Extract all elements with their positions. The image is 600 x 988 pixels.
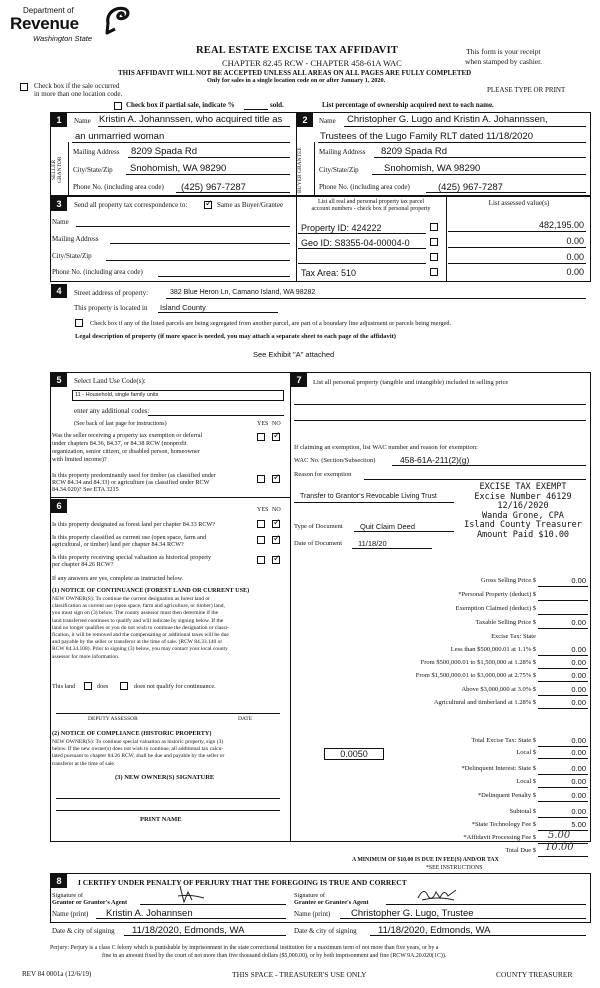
q-historic: Is this property receiving special valuation as historical property per chapter 84.26 RCW? (52, 554, 212, 568)
deputy-assessor-label: DEPUTY ASSESSOR (88, 716, 138, 722)
sold-label: sold. (270, 101, 284, 109)
wac-number[interactable]: 458-61A-211(2)(g) (400, 455, 470, 465)
personal-property-label: List all personal property (tangible and intangible) included in selling price (313, 379, 509, 386)
parcel-value-2[interactable]: 0.00 (566, 236, 584, 246)
notice-continuance-title: (1) NOTICE OF CONTINUANCE (FOREST LAND OR CURRENT USE) (52, 587, 250, 594)
seller-name-label: Name (74, 117, 91, 125)
tax-row-value[interactable]: 0.00 (571, 685, 586, 694)
corr-name-label: Name (52, 218, 69, 226)
buyer-mailing-label: Mailing Address (319, 148, 366, 156)
type-or-print: PLEASE TYPE OR PRINT (487, 86, 566, 94)
seller-name-2[interactable]: an unmarried woman (75, 131, 165, 142)
buyer-name-label: Name (319, 117, 336, 125)
tax-row-label: Excise Tax: State (491, 633, 536, 640)
does-not-checkbox[interactable] (120, 682, 128, 690)
tax-row-value[interactable]: 0.00 (571, 736, 586, 745)
current-use-yes-checkbox[interactable] (257, 536, 265, 544)
corr-city-label: City/State/Zip (52, 252, 92, 260)
section-1-badge: 1 (51, 113, 67, 127)
parcel-id-4[interactable]: Tax Area: 510 (301, 268, 357, 278)
tax-row-label: *Affidavit Processing Fee $ (463, 834, 536, 841)
tax-row-label: Less than $500,000.01 at 1.1% $ (450, 646, 536, 653)
located-county[interactable]: Island County (160, 303, 206, 312)
grantor-name[interactable]: Kristin A. Johannsen (106, 908, 193, 919)
form-title: REAL ESTATE EXCISE TAX AFFIDAVIT (196, 45, 399, 56)
tax-row-value[interactable]: 0.00 (571, 748, 586, 757)
tax-row-label: Exemption Claimed (deduct) $ (455, 605, 536, 612)
tax-row-value[interactable]: 0.00 (571, 807, 586, 816)
no-header-5: NO (272, 421, 281, 427)
buyer-phone[interactable]: (425) 967-7287 (438, 182, 503, 193)
historic-yes-checkbox[interactable] (257, 556, 265, 564)
parcel-value-3[interactable]: 0.00 (566, 252, 584, 262)
land-use-code: 11 - Household, single family units (75, 392, 159, 398)
form-warning: THIS AFFIDAVIT WILL NOT BE ACCEPTED UNLESS ALL AREAS ON ALL PAGES ARE FULLY COMPLETED (118, 69, 472, 77)
section-3-badge: 3 (51, 197, 67, 211)
buyer-name-2[interactable]: Trustees of the Lugo Family RLT dated 11/18/2020 (320, 131, 533, 142)
perjury-line-2: fine in an amount fixed by the court of not more than five thousand dollars ($5,000.00), or by both imprisonment and fine (RCW 9A.20.020(1C)). (102, 953, 447, 959)
seller-phone[interactable]: (425) 967-7287 (181, 182, 246, 193)
new-owner-signature-title: (3) NEW OWNER(S) SIGNATURE (115, 774, 215, 781)
seller-mailing-label: Mailing Address (73, 148, 120, 156)
partial-sale-label: Check box if partial sale, indicate % (126, 101, 235, 109)
logo-main: Revenue (10, 14, 79, 33)
logo-top: Department of (23, 6, 74, 15)
tax-row-value[interactable]: 5.00 (571, 820, 586, 829)
does-label: does (97, 683, 109, 690)
notice-continuance-text: NEW OWNER(S): To continue the current designation as forest land or classification as current use (open space, farm and agriculture, or timber) land, you must sign on (3) below. The county assessor must then determine if the land transferred continues to qualify and will indicate by signing below. If the land no longer qualifies or you do not wish to continue the designation or classi- fication, it will be removed and the compensating or additional taxes will be due and payable by the seller or transferor at the time of sale. (RCW 84.33.140 or RCW 84.34.108). Prior to signing (3) below, you may contact your local county assessor for more information. (52, 596, 229, 660)
reason-label: Reason for exemption (294, 471, 352, 478)
handwritten-total: 10.00 (545, 842, 574, 853)
revenue-logo-icon (104, 5, 130, 35)
parcel-id-2[interactable]: Geo ID: S8355-04-00004-0 (301, 238, 410, 248)
multi-location-label: Check box if the sale occurred (34, 82, 120, 90)
parcel-value-1[interactable]: 482,195.00 (538, 220, 584, 230)
tax-row-value[interactable]: 0.00 (571, 658, 586, 667)
grantor-date-city[interactable]: 11/18/2020, Edmonds, WA (132, 925, 245, 936)
tax-row-label: *State Technology Fee $ (471, 821, 536, 828)
grantor-date-label: Date & city of signing (52, 927, 115, 935)
form-chapters: CHAPTER 82.45 RCW - CHAPTER 458-61A WAC (222, 58, 402, 68)
tax-row-label: Local $ (516, 778, 536, 785)
yes-header-5: YES (257, 421, 269, 427)
notice-compliance-text: NEW OWNER(S): To continue special valuation as historic property, sign (3) below. If the new owner(s) does not wish to continue, all additional tax calcu- lated pursuant to chapter 84.26 RCW, shall be due and payable by the seller or transferor at the time of sale. (52, 739, 225, 767)
exemption-no-checkbox[interactable] (272, 433, 280, 441)
grantee-signature-label: Signature of Grantee or Grantee's Agent (294, 892, 369, 906)
tax-row-value[interactable]: 0.00 (571, 791, 586, 800)
certify-statement: I CERTIFY UNDER PENALTY OF PERJURY THAT THE FOREGOING IS TRUE AND CORRECT (78, 878, 407, 887)
grantor-name-label: Name (print) (52, 910, 89, 918)
timber-yes-checkbox[interactable] (257, 475, 265, 483)
partial-pct-line (244, 109, 268, 110)
corr-phone-label: Phone No. (including area code) (52, 268, 143, 276)
grantor-signature[interactable] (174, 884, 214, 904)
parcel-value-4[interactable]: 0.00 (566, 267, 584, 277)
same-as-buyer-label: Same as Buyer/Grantee (217, 201, 284, 209)
no-header-6: NO (272, 507, 281, 513)
tax-row-value[interactable]: 0.00 (571, 645, 586, 654)
segregated-checkbox[interactable] (75, 319, 83, 327)
additional-codes-label: enter any additional codes: (74, 407, 150, 415)
multi-location-checkbox[interactable] (20, 83, 28, 91)
parcel-header-2: account numbers - check box if personal property (311, 206, 431, 212)
tax-row-label: Above $3,000,000 at 3.0% $ (461, 686, 536, 693)
timber-no-checkbox[interactable] (272, 475, 280, 483)
tax-row-value[interactable]: 0.00 (571, 618, 586, 627)
grantee-name-label: Name (print) (294, 910, 331, 918)
tax-row-label: *Delinquent Interest: State $ (461, 765, 536, 772)
tax-row-label: Gross Selling Price $ (480, 577, 536, 584)
legal-description-value[interactable]: See Exhibit "A" attached (253, 350, 335, 359)
grantee-name[interactable]: Christopher G. Lugo, Trustee (351, 908, 474, 919)
notice-compliance-title: (2) NOTICE OF COMPLIANCE (HISTORIC PROPERTY) (52, 730, 212, 737)
tax-row-label: Total Excise Tax: State $ (471, 737, 536, 744)
forest-yes-checkbox[interactable] (257, 520, 265, 528)
this-land-label: This land (52, 683, 76, 690)
seller-city-label: City/State/Zip (73, 166, 113, 174)
only-for: Only for sales in a single location code on or after January 1, 2020. (207, 77, 386, 84)
grantee-signature[interactable] (414, 884, 460, 904)
section-6-badge: 6 (51, 499, 67, 513)
document-date[interactable]: 11/18/20 (358, 539, 387, 548)
corr-mailing-label: Mailing Address (52, 235, 99, 243)
new-owner-signature-line[interactable] (56, 798, 280, 799)
street-label: Street address of property: (74, 289, 149, 297)
buyer-city-label: City/State/Zip (319, 166, 359, 174)
seller-phone-label: Phone No. (including area code) (73, 183, 164, 191)
section-8-badge: 8 (51, 874, 67, 888)
segregated-label: Check box if any of the listed parcels are being segregated from another parcel, are part of a boundary line adjustment or parcels being merged. (90, 320, 452, 327)
tax-row-value[interactable]: 0.00 (571, 576, 586, 585)
exemption-label: If claiming an exemption, list WAC number and reason for exemption: (294, 444, 478, 451)
tax-row-value[interactable]: 0.00 (571, 698, 586, 707)
tax-row-label: *Personal Property (deduct) $ (458, 591, 536, 598)
county-treasurer: COUNTY TREASURER (496, 970, 573, 979)
buyer-mailing[interactable]: 8209 Spada Rd (381, 146, 448, 157)
local-rate: 0.0050 (340, 749, 368, 759)
see-back-note: (See back of last page for instructions) (74, 421, 167, 427)
doc-date-label: Date of Document (294, 540, 343, 547)
doc-type-label: Type of Document (294, 523, 343, 530)
q-current-use: Is this property classified as current use (open space, farm and agricultural, or timber) land per chapter 84.34 RCW? (52, 534, 207, 548)
print-name-label: PRINT NAME (140, 816, 182, 823)
tax-row-label: From $1,500,000.01 to $3,000,000 at 2.75% $ (415, 672, 536, 679)
treasurer-use-only: THIS SPACE - TREASURER'S USE ONLY (232, 970, 367, 979)
forest-no-checkbox[interactable] (272, 520, 280, 528)
grantee-date-label: Date & city of signing (294, 927, 357, 935)
does-not-label: does not qualify for continuance. (134, 683, 216, 690)
parcel-1-personal-checkbox[interactable] (430, 223, 438, 231)
handwritten-fee: 5.00 (548, 830, 571, 841)
parcel-header-1: List all real and personal property tax parcel (317, 199, 425, 205)
parcel-4-personal-checkbox[interactable] (430, 268, 438, 276)
tax-row-label: *Delinquent Penalty $ (477, 792, 536, 799)
exempt-stamp: EXCISE TAX EXEMPT Excise Number 46129 12/16/2020 Wanda Grone, CPA Island County Treasurer Amount Paid $10.00 (464, 482, 582, 540)
historic-no-checkbox[interactable] (272, 556, 280, 564)
see-instructions: *SEE INSTRUCTIONS (426, 865, 483, 871)
correspondence-label: Send all property tax correspondence to: (74, 201, 188, 209)
seller-mailing[interactable]: 8209 Spada Rd (131, 146, 198, 157)
exemption-reason[interactable]: Transfer to Grantor's Revocable Living Trust (300, 493, 437, 500)
buyer-name-1[interactable]: Christopher G. Lugo and Kristin A. Johannssen, (347, 114, 548, 125)
street-address[interactable]: 382 Blue Heron Ln, Camano Island, WA 98282 (170, 289, 316, 296)
tax-row-value[interactable]: 0.00 (571, 671, 586, 680)
tax-row-label: Subtotal $ (509, 808, 536, 815)
same-as-buyer-checkbox[interactable] (204, 201, 212, 209)
seller-name-1[interactable]: Kristin A. Johannssen, who acquired title as (99, 114, 283, 125)
current-use-no-checkbox[interactable] (272, 536, 280, 544)
if-any-yes: If any answers are yes, complete as instructed below. (52, 575, 184, 582)
section-5-badge: 5 (51, 373, 67, 387)
document-type[interactable]: Quit Claim Deed (360, 522, 416, 531)
wac-label: WAC No. (Section/Subsection) (294, 457, 376, 464)
parcel-id-1[interactable]: Property ID: 424222 (301, 223, 382, 233)
ownership-note: List percentage of ownership acquired next to each name. (322, 101, 494, 109)
does-checkbox[interactable] (84, 682, 92, 690)
assessed-value-header: List assessed value(s) (488, 199, 550, 207)
tax-row-label: Taxable Selling Price $ (475, 619, 536, 626)
seller-city[interactable]: Snohomish, WA 98290 (130, 163, 227, 174)
multi-location-label-2: in more than one location code. (34, 90, 123, 98)
partial-sale-checkbox[interactable] (114, 102, 122, 110)
tax-row-label: Total Due $ (505, 847, 536, 854)
section-2-badge: 2 (297, 113, 313, 127)
tax-row-value[interactable]: 0.00 (571, 777, 586, 786)
grantor-signature-label: Signature of Grantor or Grantor's Agent (52, 892, 128, 906)
buyer-side-label: BUYER GRANTEE (297, 147, 303, 193)
seller-side-label: SELLER GRANTOR (51, 156, 63, 184)
tax-row-label: Local $ (516, 749, 536, 756)
parcel-2-personal-checkbox[interactable] (430, 238, 438, 246)
parcel-3-personal-checkbox[interactable] (430, 253, 438, 261)
grantee-date-city[interactable]: 11/18/2020, Edmonds, WA (378, 925, 491, 936)
exemption-yes-checkbox[interactable] (257, 433, 265, 441)
receipt-line-2: when stamped by cashier. (465, 57, 543, 66)
legal-description-label: Legal description of property (if more space is needed, you may attach a separate sheet to each page of the affidavit) (75, 333, 396, 340)
section-4-badge: 4 (51, 284, 67, 298)
land-use-label: Select Land Use Code(s): (74, 377, 146, 385)
tax-row-label: Agricultural and timberland at 1.28% $ (433, 699, 536, 706)
assessor-date-label: DATE (238, 716, 253, 722)
logo-sub: Washington State (33, 34, 93, 43)
perjury-line-1: Perjury: Perjury is a class C felony which is punishable by imprisonment in the state correctional institution for a maximum term of not more than five years, or by a (50, 945, 439, 951)
section-7-badge: 7 (291, 373, 307, 387)
minimum-note: A MINIMUM OF $10.00 IS DUE IN FEE(S) AND/OR TAX (352, 857, 499, 863)
yes-header-6: YES (257, 507, 269, 513)
q-timber: Is this property predominantly used for timber (as classified under RCW 84.34 and 84.33) or agriculture (as classified under RCW 84.34.020)? See ETA 3215 (52, 472, 216, 493)
q-exemption: Was the seller receiving a property tax exemption or deferral under chapters 84.36, 84.37, or 84.38 RCW (nonprofit organization, senior citizen, or disabled person, homeowner with limited income)? (52, 432, 203, 463)
tax-row-value[interactable]: 0.00 (571, 764, 586, 773)
buyer-phone-label: Phone No. (including area code) (319, 183, 410, 191)
q-forest: Is this property designated as forest land per chapter 84.33 RCW? (52, 521, 216, 528)
form-revision: REV 84 0001a (12/6/19) (22, 970, 92, 978)
tax-row-label: From $500,000.01 to $1,500,000 at 1.28% $ (420, 659, 536, 666)
buyer-city[interactable]: Snohomish, WA 98290 (384, 163, 481, 174)
located-label: This property is located in (74, 304, 148, 312)
receipt-line-1: This form is your receipt (466, 47, 541, 56)
